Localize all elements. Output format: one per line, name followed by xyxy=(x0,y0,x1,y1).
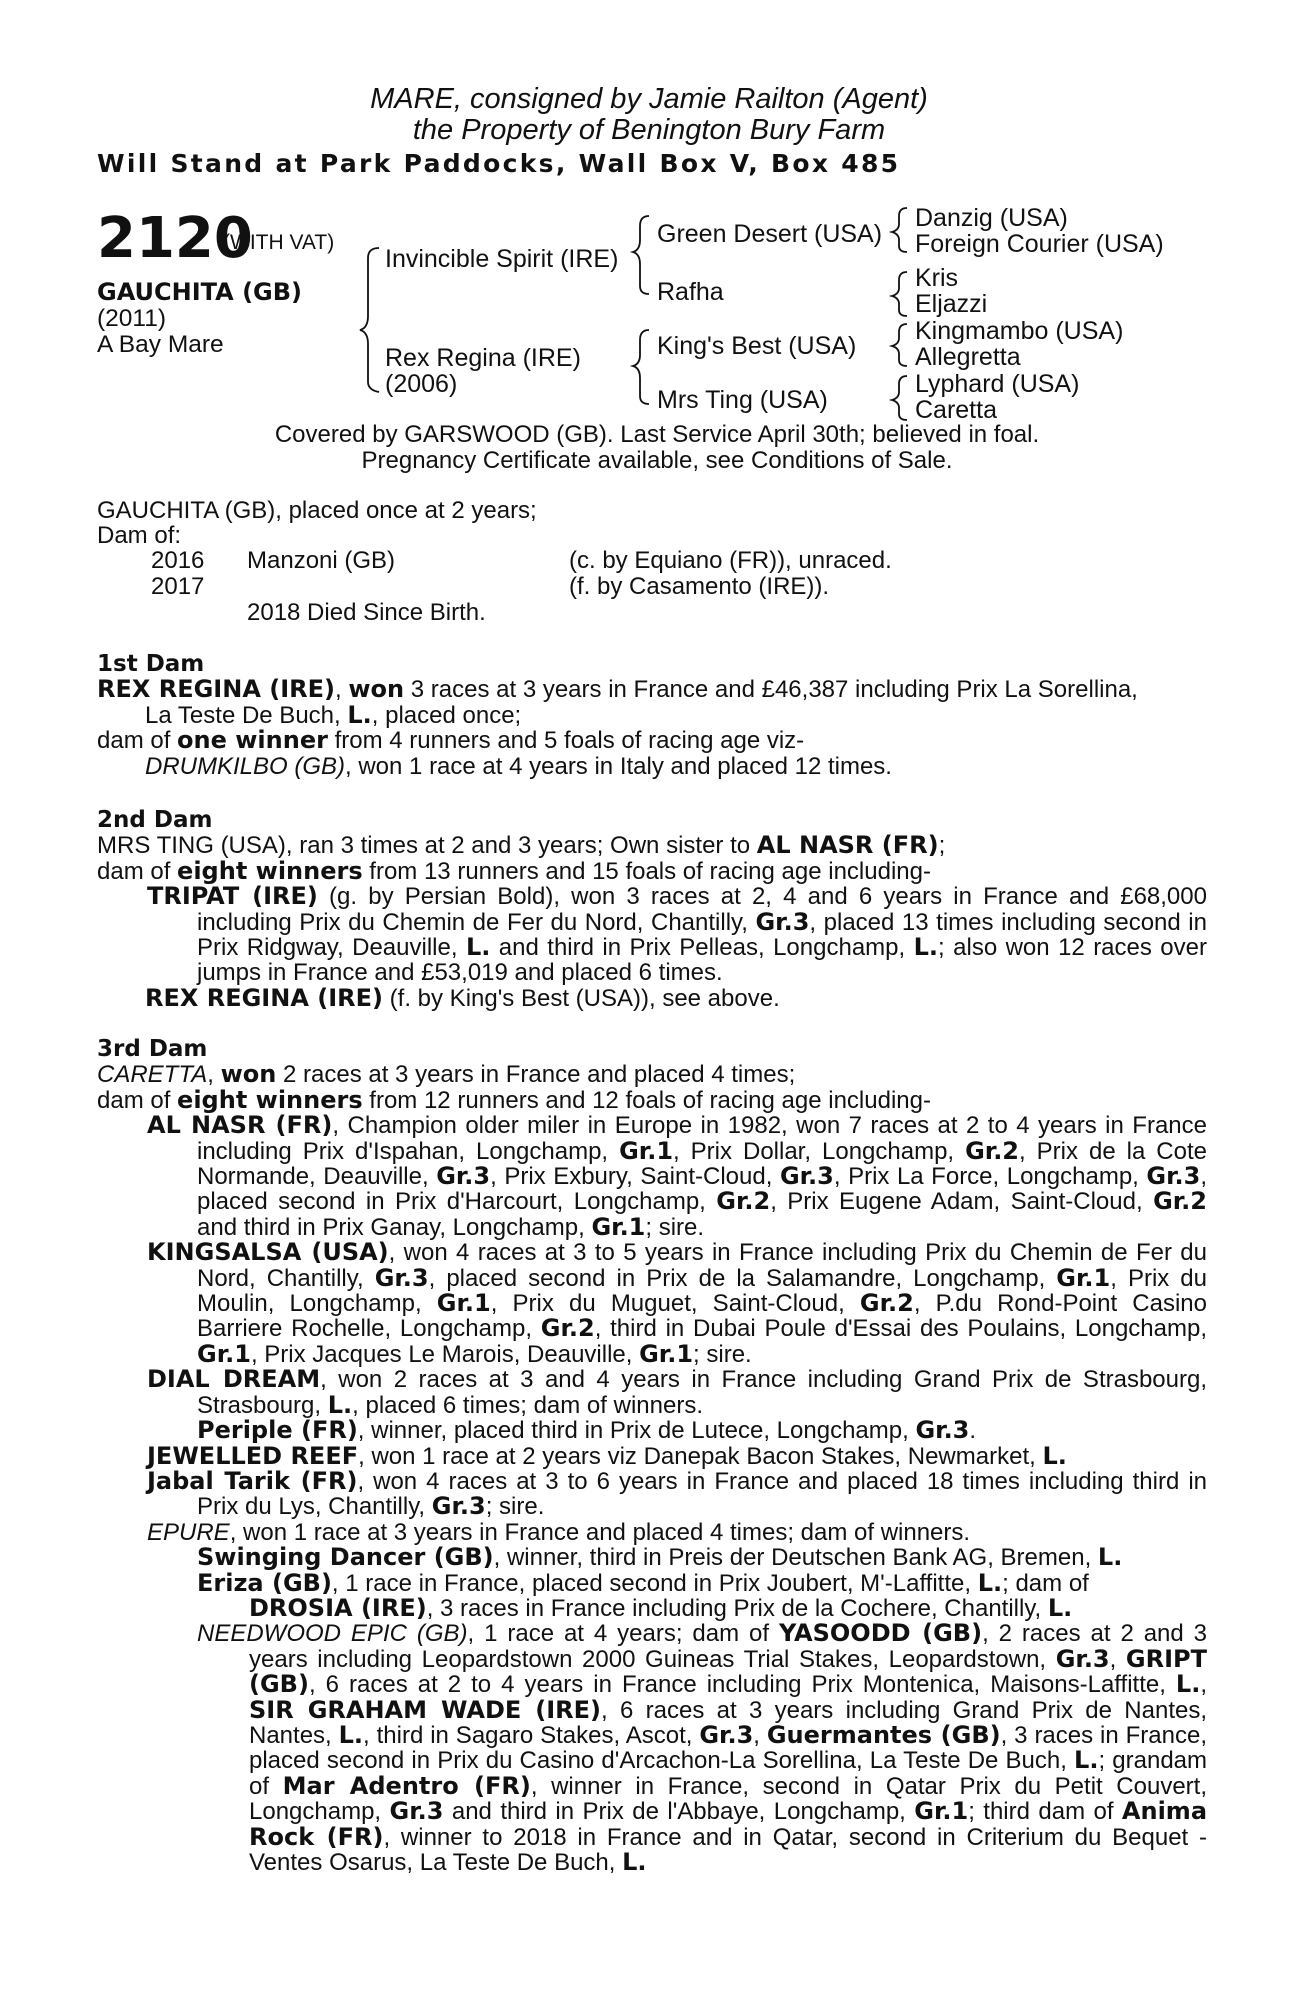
periple-entry xyxy=(97,1418,1207,1443)
pedigree-dam: Rex Regina (IRE) xyxy=(385,344,581,372)
group-grade: Gr.3 xyxy=(374,1263,429,1292)
progeny-text: , placed second in Prix d'Harcourt, Longchamp, xyxy=(197,1163,1207,1216)
group-grade: Gr.3 xyxy=(436,1162,491,1191)
progeny-text: (g. by Persian Bold), won 3 races at 2, 4 and 6 years in France and £68,000 including Prix du Chemin de Fer du Nord, Chantilly, xyxy=(197,883,1207,936)
pedigree-ddd: Caretta xyxy=(915,396,997,424)
third-dam-heading: 3rd Dam xyxy=(97,1036,208,1062)
pedigree-ssd: Foreign Courier (USA) xyxy=(915,230,1164,258)
progeny-text: ; grandam of xyxy=(249,1747,1208,1800)
progeny-text: ; sire. xyxy=(693,1340,752,1368)
listed-grade: L. xyxy=(465,933,491,962)
first-dam-heading: 1st Dam xyxy=(97,651,205,677)
second-dam-text: MRS TING (USA), ran 3 times at 2 and 3 years; Own sister to xyxy=(97,832,757,860)
progeny-text: , placed 6 times; dam of winners. xyxy=(352,1391,703,1419)
dam-of-label: dam of xyxy=(97,727,178,755)
pedigree-dam-sire: King's Best (USA) xyxy=(657,332,857,360)
eriza-entry xyxy=(97,1568,1207,1597)
progeny-text: , Champion older miler in Europe in 1982, won 7 races at 2 to 4 years in France including Prix d'Ispahan, Longchamp, xyxy=(197,1112,1207,1165)
listed-grade: L. xyxy=(327,1390,353,1419)
progeny-name: SIR GRAHAM WADE (IRE) xyxy=(249,1695,602,1724)
runners-text: from 13 runners and 15 foals of racing age including- xyxy=(362,857,931,885)
first-dam-text: La Teste De Buch, xyxy=(145,701,348,729)
progeny-text: , placed second in Prix de la Salamandre, Longchamp, xyxy=(428,1264,1057,1292)
produce-note-2016: (c. by Equiano (FR)), unraced. xyxy=(569,547,892,574)
progeny-text: , third in Dubai Poule d'Essai des Poulains, Longchamp, xyxy=(594,1315,1208,1343)
kingsalsa-entry xyxy=(97,1240,1207,1367)
group-grade: Gr.1 xyxy=(436,1289,491,1318)
winner-count: eight winners xyxy=(177,1085,363,1114)
group-grade: Gr.3 xyxy=(389,1797,444,1826)
group-grade: Gr.3 xyxy=(431,1492,486,1521)
progeny-text: , won 1 race at 3 years in France and placed 4 times; dam of winners. xyxy=(229,1518,971,1546)
progeny-text: , 3 races in France, placed second in Prix du Casino d'Arcachon-La Sorellina, La Teste De Buch, xyxy=(249,1721,1207,1775)
jewelled-reef-entry xyxy=(97,1441,1207,1470)
tripat-entry xyxy=(97,884,1207,986)
produce-name-2016: Manzoni (GB) xyxy=(247,547,396,574)
progeny-text: and third in Prix de l'Abbaye, Longchamp, xyxy=(443,1798,915,1826)
epure-entry xyxy=(97,1520,1207,1545)
progeny-name: KINGSALSA (USA) xyxy=(147,1238,389,1267)
pedigree-dsd: Allegretta xyxy=(915,343,1021,371)
group-grade: Gr.1 xyxy=(619,1136,674,1165)
group-grade: Gr.1 xyxy=(639,1339,694,1368)
listed-grade: L. xyxy=(1047,1593,1073,1622)
progeny-name: TRIPAT (IRE) xyxy=(147,882,318,911)
won-label: won xyxy=(220,1060,277,1089)
winner-count: one winner xyxy=(177,726,328,755)
first-dam-section: 1st Dam REX REGINA (IRE), won 3 races at 3 years in France and £46,387 including Prix La Sorellina, La Teste De Buch, L., placed once; dam of one winner from 4 runners and 5 foals of racing age viz- DRUMKILBO (GB), won 1 race at 4 years in Italy and placed 12 times. xyxy=(97,652,1207,779)
progeny-text: , Prix Exbury, Saint-Cloud, xyxy=(490,1163,780,1191)
group-grade: Gr.1 xyxy=(197,1339,251,1368)
progeny-text: , 3 races in France including Prix de la Cochere, Chantilly, xyxy=(426,1594,1048,1622)
progeny-text: , winner in France, second in Qatar Prix du Petit Couvert, Longchamp, xyxy=(249,1772,1207,1826)
progeny-text: , Prix du Muguet, Saint-Cloud, xyxy=(490,1290,860,1318)
dam-of-label: dam of xyxy=(97,857,178,885)
progeny-name: Mar Adentro (FR) xyxy=(282,1771,531,1800)
group-grade: Gr.1 xyxy=(591,1212,646,1241)
listed-grade: L. xyxy=(1074,1746,1099,1775)
group-grade: Gr.3 xyxy=(915,1416,970,1445)
progeny-name: DRUMKILBO (GB) xyxy=(145,752,346,780)
progeny-name: Guermantes (GB) xyxy=(766,1720,1001,1749)
second-dam-section xyxy=(97,808,1207,1011)
listed-grade: L. xyxy=(338,1720,364,1749)
second-dam-text: ; xyxy=(938,832,946,860)
progeny-text: , 1 race at 4 years; dam of xyxy=(467,1620,779,1648)
progeny-text: . xyxy=(969,1417,977,1445)
progeny-text: ; dam of xyxy=(1002,1569,1089,1597)
progeny-name: EPURE xyxy=(147,1518,230,1546)
progeny-text: , winner, third in Preis der Deutschen Bank AG, Bremen, xyxy=(493,1544,1098,1572)
pedigree-braces xyxy=(0,0,1314,430)
progeny-text: and third in Prix Ganay, Longchamp, xyxy=(197,1213,592,1241)
progeny-text: ; sire. xyxy=(485,1493,545,1521)
pedigree-dds: Lyphard (USA) xyxy=(915,370,1080,398)
progeny-text: , Prix de la Cote Normande, Deauville, xyxy=(197,1137,1208,1191)
drosia-entry xyxy=(97,1593,1207,1622)
pedigree-sire-sire: Green Desert (USA) xyxy=(657,220,883,248)
pedigree-dss: Kingmambo (USA) xyxy=(915,317,1124,345)
progeny-text: , 6 races at 2 to 4 years in France including Prix Montenica, Maisons-Laffitte, xyxy=(308,1671,1176,1699)
progeny-name: Swinging Dancer (GB) xyxy=(197,1543,494,1572)
group-grade: Gr.3 xyxy=(1055,1644,1110,1673)
jabal-tarik-entry xyxy=(97,1466,1208,1521)
pedigree-dam-year: (2006) xyxy=(385,370,458,398)
lot-number: 2120 xyxy=(97,206,253,271)
progeny-text: , won 4 races at 3 to 5 years in France including Prix du Chemin de Fer du Nord, Chantilly, xyxy=(197,1239,1207,1292)
progeny-text: , Prix Dollar, Longchamp, xyxy=(673,1137,966,1165)
third-dam-text: 2 races at 3 years in France and placed 4 times; xyxy=(276,1061,796,1089)
group-grade: Gr.1 xyxy=(914,1797,969,1826)
progeny-text: , won 4 races at 3 to 6 years in France and placed 18 times including third in Prix du Lys, Chantilly, xyxy=(197,1467,1208,1521)
pedigree-sire-dam: Rafha xyxy=(657,278,724,306)
produce-died: 2018 Died Since Birth. xyxy=(247,599,486,626)
sibling-name: AL NASR (FR) xyxy=(756,831,939,860)
progeny-text: , winner, placed third in Prix de Lutece, Longchamp, xyxy=(357,1417,916,1445)
group-grade: Gr.3 xyxy=(1146,1162,1201,1191)
progeny-text: ; sire. xyxy=(645,1213,705,1241)
progeny-name: DROSIA (IRE) xyxy=(249,1593,427,1622)
progeny-text: ; also won 12 races over jumps in France and £53,019 and placed 6 times. xyxy=(197,934,1207,987)
pregnancy-note: Pregnancy Certificate available, see Conditions of Sale. xyxy=(361,447,953,474)
group-grade: Gr.3 xyxy=(779,1162,834,1191)
group-grade: Gr.2 xyxy=(540,1314,595,1343)
progeny-name: Periple (FR) xyxy=(197,1416,358,1445)
group-grade: Gr.3 xyxy=(699,1720,754,1749)
progeny-text: , third in Sagaro Stakes, Ascot, xyxy=(363,1721,700,1749)
needwood-epic-entry: NEEDWOOD EPIC (GB), 1 race at 4 years; dam of YASOODD (GB), 2 races at 2 and 3 years including Leopardstown 2000 Guineas Trial Stakes, Leopardstown, Gr.3, GRIPT (GB), 6 races at 2 to 4 years in France including Prix Montenica, Maisons-Laffitte, L., SIR GRAHAM WADE (IRE), 6 races at 3 years including Grand Prix de Nantes, Nantes, L., third in Sagaro Stakes, Ascot, Gr.3, Guermantes (GB), 3 races in France, placed second in Prix du Casino d'Arcachon-La Sorellina, La Teste De Buch, L.; grandam of Mar Adentro (FR), winner in France, second in Qatar Prix du Petit Couvert, Longchamp, Gr.3 and third in Prix de l'Abbaye, Longchamp, Gr.1; third dam of Anima Rock (FR), winner to 2018 in France and in Qatar, second in Criterium du Bequet - Ventes Osarus, La Teste De Buch, L. xyxy=(197,1619,1208,1876)
progeny-text: , winner to 2018 in France and in Qatar, second in Criterium du Bequet - Ventes Osarus, La Teste De Buch, xyxy=(249,1823,1207,1876)
progeny-text: , P.du Rond-Point Casino Barriere Rochelle, Longchamp, xyxy=(197,1290,1207,1343)
lot-year: (2011) xyxy=(97,305,167,332)
progeny-text: , Prix Jacques Le Marois, Deauville, xyxy=(250,1340,640,1368)
produce-year-2016: 2016 xyxy=(151,547,205,574)
progeny-text: ; third dam of xyxy=(968,1798,1122,1826)
progeny-name: NEEDWOOD EPIC (GB) xyxy=(197,1620,468,1648)
progeny-text: , won 2 races at 3 and 4 years in France including Grand Prix de Strasbourg, Strasbourg, xyxy=(197,1366,1207,1419)
progeny-text: , won 1 race at 4 years in Italy and placed 12 times. xyxy=(345,752,892,780)
dam-of-label: dam of xyxy=(97,1086,178,1114)
pedigree-sss: Danzig (USA) xyxy=(915,204,1068,232)
second-dam-heading: 2nd Dam xyxy=(97,807,213,833)
listed-grade: L. xyxy=(1097,1543,1123,1572)
progeny-name: YASOODD (GB) xyxy=(778,1619,983,1648)
listed-grade: L. xyxy=(1042,1441,1067,1470)
progeny-text: , Prix du Moulin, Longchamp, xyxy=(197,1264,1208,1318)
produce-dam-of: Dam of: xyxy=(97,522,182,550)
listed-grade: L. xyxy=(977,1568,1003,1597)
pedigree-sire: Invincible Spirit (IRE) xyxy=(385,245,619,273)
pedigree-dam-dam: Mrs Ting (USA) xyxy=(657,386,828,414)
group-grade: Gr.2 xyxy=(1153,1187,1207,1216)
third-dam-name: CARETTA xyxy=(97,1061,208,1089)
swinging-dancer-entry xyxy=(97,1545,1207,1570)
third-dam-section: 3rd Dam CARETTA, won 2 races at 3 years in France and placed 4 times; dam of eight winners from 12 runners and 12 foals of racing age including- AL NASR (FR), Champion older miler in Europe in 1982, won 7 races at 2 to 4 years in France including Prix d'Ispahan, Longchamp, Gr.1, Prix Dollar, Longchamp, Gr.2, Prix de la Cote Normande, Deauville, Gr.3, Prix Exbury, Saint-Cloud, Gr.3, Prix La Force, Longchamp, Gr.3, placed second in Prix d'Harcourt, Longchamp, Gr.2, Prix Eugene Adam, Saint-Cloud, Gr.2 and third in Prix Ganay, Longchamp, Gr.1; sire. KINGSALSA (USA), won 4 races at 3 to 5 years in France including Prix du Chemin de Fer du Nord, Chantilly, Gr.3, placed second in Prix de la Salamandre, Longchamp, Gr.1, Prix du Moulin, Longchamp, Gr.1, Prix du Muguet, Saint-Cloud, Gr.2, P.du Rond-Point Casino Barriere Rochelle, Longchamp, Gr.2, third in Dubai Poule d'Essai des Poulains, Longchamp, Gr.1, Prix Jacques Le Marois, Deauville, Gr.1; sire. DIAL DREAM, won 2 races at 3 and 4 years in France including Grand Prix de Strasbourg, Strasbourg, L., placed 6 times; dam of winners. Periple (FR), winner, placed third in Prix de Lutece, Longchamp, Gr.3. JEWELLED REEF, won 1 race at 2 years viz Danepak Bacon Stakes, Newmarket, L. Jabal Tarik (FR), won 4 races at 3 to 6 years in France and placed 18 times including third in Prix du Lys, Chantilly, Gr.3; sire. EPURE, won 1 race at 3 years in France and placed 4 times; dam of winners. Swinging Dancer (GB), winner, third in Preis der Deutschen Bank AG, Bremen, L. Eriza (GB), 1 race in France, placed second in Prix Joubert, M'-Laffitte, L.; dam of DROSIA (IRE), 3 races in France including Prix de la Cochere, Chantilly, L. NEEDWOOD EPIC (GB), 1 race at 4 years; dam of YASOODD (GB), 2 races at 2 and 3 years including Leopardstown 2000 Guineas Trial Stakes, Leopardstown, Gr.3, GRIPT (GB), 6 races at 2 to 4 years in France including Prix Montenica, Maisons-Laffitte, L., SIR GRAHAM WADE (IRE), 6 races at 3 years including Grand Prix de Nantes, Nantes, L., third in Sagaro Stakes, Ascot, Gr.3, Guermantes (GB), 3 races in France, placed second in Prix du Casino d'Arcachon-La Sorellina, La Teste De Buch, L.; grandam of Mar Adentro (FR), winner in France, second in Qatar Prix du Petit Couvert, Longchamp, Gr.3 and third in Prix de l'Abbaye, Longchamp, Gr.1; third dam of Anima Rock (FR), winner to 2018 in France and in Qatar, second in Criterium du Bequet - Ventes Osarus, La Teste De Buch, L. xyxy=(97,1036,1208,1876)
produce-intro: GAUCHITA (GB), placed once at 2 years; xyxy=(97,497,537,524)
progeny-name: Anima Rock (FR) xyxy=(249,1797,1208,1851)
listed-grade: L. xyxy=(347,700,372,729)
first-dam-horse: REX REGINA (IRE) xyxy=(97,675,335,704)
produce-note-2017: (f. by Casamento (IRE)). xyxy=(569,573,830,600)
listed-grade: L. xyxy=(1175,1670,1201,1699)
progeny-text: (f. by King's Best (USA)), see above. xyxy=(383,984,780,1012)
stand-line: Will Stand at Park Paddocks, Wall Box V, Box 485 xyxy=(97,149,901,178)
covering-note: Covered by GARSWOOD (GB). Last Service April 30th; believed in foal. xyxy=(274,421,1040,448)
progeny-text: , placed 13 times including second in Prix Ridgway, Deauville, xyxy=(197,908,1207,962)
property-line: the Property of Benington Bury Farm xyxy=(412,114,886,146)
consignor-line: MARE, consigned by Jamie Railton (Agent) xyxy=(370,83,928,115)
group-grade: Gr.2 xyxy=(965,1136,1020,1165)
progeny-name: DIAL DREAM xyxy=(147,1365,321,1394)
lot-horse-name: GAUCHITA (GB) xyxy=(97,278,303,306)
pedigree-sds: Kris xyxy=(915,264,959,292)
listed-grade: L. xyxy=(913,933,939,962)
produce-record xyxy=(97,498,1207,549)
won-label: won xyxy=(348,675,405,704)
pedigree-sdd: Eljazzi xyxy=(915,290,988,318)
group-grade: Gr.1 xyxy=(1056,1263,1111,1292)
progeny-name: JEWELLED REEF xyxy=(147,1441,359,1470)
progeny-text: , Prix Eugene Adam, Saint-Cloud, xyxy=(770,1188,1154,1216)
vat-note: (WITH VAT) xyxy=(223,231,335,254)
progeny-text: , 6 races at 3 years including Grand Prix de Nantes, Nantes, xyxy=(249,1696,1208,1749)
dial-dream-entry xyxy=(97,1367,1207,1418)
progeny-text: and third in Prix Pelleas, Longchamp, xyxy=(490,934,914,962)
progeny-name: GRIPT (GB) xyxy=(249,1644,1207,1699)
group-grade: Gr.2 xyxy=(859,1289,914,1318)
progeny-text: , 1 race in France, placed second in Prix Joubert, M'-Laffitte, xyxy=(331,1569,978,1597)
lot-description: A Bay Mare xyxy=(97,331,224,358)
first-dam-text: , placed once; xyxy=(371,701,522,729)
group-grade: Gr.3 xyxy=(755,907,810,936)
progeny-text: , Prix La Force, Longchamp, xyxy=(833,1163,1147,1191)
listed-grade: L. xyxy=(622,1848,647,1876)
runners-text: from 4 runners and 5 foals of racing age viz- xyxy=(327,727,805,755)
progeny-name: REX REGINA (IRE) xyxy=(145,983,383,1012)
progeny-name: AL NASR (FR) xyxy=(147,1111,333,1140)
first-dam-text: 3 races at 3 years in France and £46,387 including Prix La Sorellina, xyxy=(404,676,1138,704)
produce-year-2017: 2017 xyxy=(151,573,205,600)
al-nasr-entry xyxy=(97,1113,1207,1240)
winner-count: eight winners xyxy=(177,856,363,885)
group-grade: Gr.2 xyxy=(716,1187,771,1216)
progeny-text: , won 1 race at 2 years viz Danepak Bacon Stakes, Newmarket, xyxy=(358,1442,1043,1470)
progeny-name: Jabal Tarik (FR) xyxy=(147,1466,358,1495)
progeny-name: Eriza (GB) xyxy=(197,1568,332,1597)
progeny-text: , 2 races at 2 and 3 years including Leopardstown 2000 Guineas Trial Stakes, Leopardstown, xyxy=(249,1620,1208,1673)
runners-text: from 12 runners and 12 foals of racing age including- xyxy=(362,1086,931,1114)
